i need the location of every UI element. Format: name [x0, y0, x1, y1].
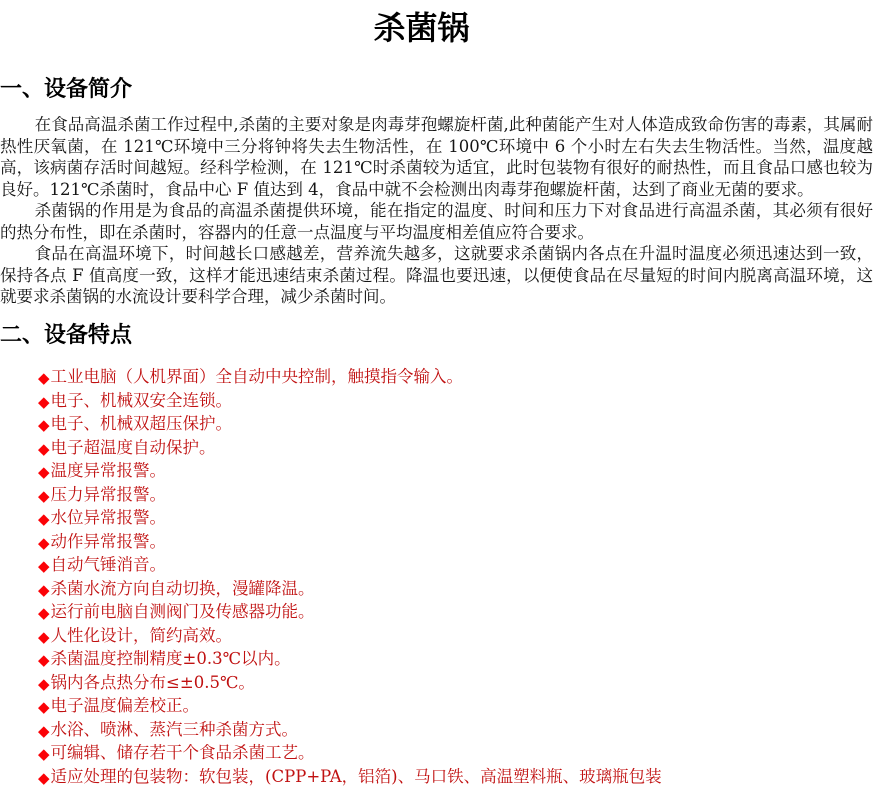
bullet-text: 杀菌温度控制精度±0.3℃以内。 [50, 649, 291, 669]
list-item [38, 507, 873, 531]
diamond-bullet-icon: ◆ [38, 416, 50, 435]
list-item [38, 390, 873, 414]
list-item [38, 437, 873, 461]
intro-paragraph-3: 食品在高温环境下，时间越长口感越差，营养流失越多，这就要求杀菌锅内各点在升温时温度必须迅速达到一致，保持各点 F 值高度一致，这样才能迅速结束杀菌过程。降温也要迅速，以便使食品在尽量短的时间内脱离高温环境，这就要求杀菌锅的水流设计要科学合理，减少杀菌时间。 [0, 244, 873, 307]
diamond-bullet-icon: ◆ [38, 486, 50, 505]
diamond-bullet-icon: ◆ [38, 580, 50, 599]
bullet-text: 温度异常报警。 [50, 461, 167, 481]
bullet-text: 动作异常报警。 [50, 531, 167, 551]
list-item [38, 578, 873, 602]
list-item [38, 672, 873, 696]
list-item [38, 413, 873, 437]
list-item [38, 625, 873, 649]
bullet-text: 运行前电脑自测阀门及传感器功能。 [50, 602, 315, 622]
diamond-bullet-icon: ◆ [38, 604, 50, 623]
bullet-text: 压力异常报警。 [50, 484, 167, 504]
section-heading-intro: 一、设备简介 [0, 76, 133, 102]
diamond-bullet-icon: ◆ [38, 463, 50, 482]
feature-list [0, 366, 873, 789]
diamond-bullet-icon: ◆ [38, 510, 50, 529]
bullet-text: 电子、机械双安全连锁。 [50, 390, 233, 410]
bullet-text: 杀菌水流方向自动切换，漫罐降温。 [50, 578, 315, 598]
bullet-text: 电子超温度自动保护。 [50, 437, 216, 457]
bullet-text: 人性化设计，简约高效。 [50, 625, 233, 645]
list-item [38, 554, 873, 578]
list-item [38, 695, 873, 719]
diamond-bullet-icon: ◆ [38, 698, 50, 717]
diamond-bullet-icon: ◆ [38, 745, 50, 764]
page-title: 杀菌锅 [373, 9, 470, 47]
bullet-text: 工业电脑（人机界面）全自动中央控制，触摸指令输入。 [50, 367, 464, 387]
list-item [38, 742, 873, 766]
diamond-bullet-icon: ◆ [38, 721, 50, 740]
diamond-bullet-icon: ◆ [38, 557, 50, 576]
bullet-text: 自动气锤消音。 [50, 555, 167, 575]
list-item [38, 531, 873, 555]
bullet-text: 电子、机械双超压保护。 [50, 414, 233, 434]
list-item [38, 601, 873, 625]
intro-paragraph-2: 杀菌锅的作用是为食品的高温杀菌提供环境，能在指定的温度、时间和压力下对食品进行高温杀菌，其必须有很好的热分布性，即在杀菌时，容器内的任意一点温度与平均温度相差值应符合要求。 [0, 201, 873, 242]
diamond-bullet-icon: ◆ [38, 369, 50, 388]
bullet-text: 电子温度偏差校正。 [50, 696, 200, 716]
diamond-bullet-icon: ◆ [38, 627, 50, 646]
diamond-bullet-icon: ◆ [38, 439, 50, 458]
intro-paragraph-1: 在食品高温杀菌工作过程中,杀菌的主要对象是肉毒芽孢螺旋杆菌,此种菌能产生对人体造成致命伤害的毒素，其属耐热性厌氧菌，在 121℃环境中三分将钟将失去生物活性，在 100℃环境中 6 个小时左右失去生物活性。当然，温度越高，该病菌存活时间越短。经科学检测，在 121℃时杀菌较为适宜，此时包装物有很好的耐热性，而且食品口感也较为良好。121℃杀菌时，食品中心 F 值达到 4，食品中就不会检测出肉毒芽孢螺旋杆菌，达到了商业无菌的要求。 [0, 115, 873, 199]
diamond-bullet-icon: ◆ [38, 768, 50, 787]
bullet-text: 水位异常报警。 [50, 508, 167, 528]
diamond-bullet-icon: ◆ [38, 651, 50, 670]
diamond-bullet-icon: ◆ [38, 392, 50, 411]
list-item [38, 460, 873, 484]
bullet-text: 水浴、喷淋、蒸汽三种杀菌方式。 [50, 719, 299, 739]
list-item [38, 719, 873, 743]
bullet-text: 可编辑、储存若干个食品杀菌工艺。 [50, 743, 315, 763]
list-item [38, 766, 873, 790]
bullet-text: 适应处理的包装物：软包装，(CPP+PA，铝箔)、马口铁、高温塑料瓶、玻璃瓶包装 [50, 766, 662, 786]
section-heading-features: 二、设备特点 [0, 322, 133, 348]
list-item [38, 648, 873, 672]
list-item [38, 366, 873, 390]
bullet-text: 锅内各点热分布≤±0.5℃。 [50, 672, 255, 692]
diamond-bullet-icon: ◆ [38, 674, 50, 693]
diamond-bullet-icon: ◆ [38, 533, 50, 552]
list-item [38, 484, 873, 508]
